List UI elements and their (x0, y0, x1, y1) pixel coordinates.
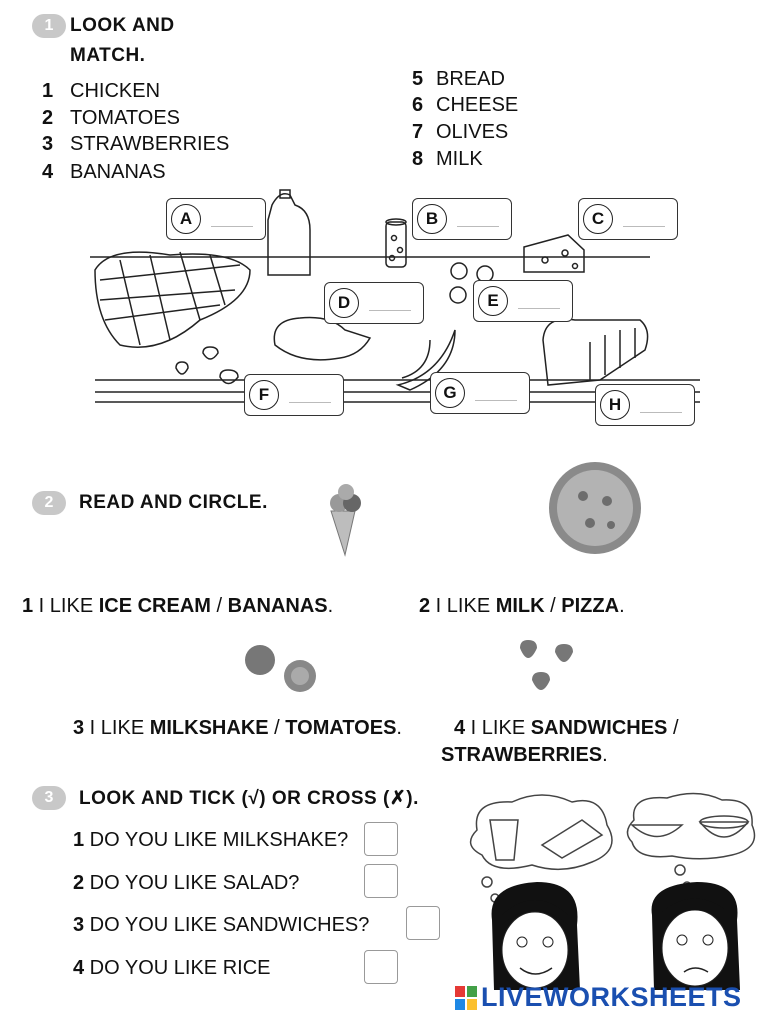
option-milk[interactable]: MILK (495, 595, 545, 617)
tick-box-1[interactable] (364, 822, 398, 856)
word-item: 5 BREAD (412, 68, 505, 90)
question-3: 3 DO YOU LIKE SANDWICHES? (73, 914, 370, 936)
word-item: 1 CHICKEN (42, 80, 161, 102)
sentence-1: 1 I LIKE ICE CREAM / BANANAS. (22, 595, 334, 617)
section-title: LOOK AND TICK (√) OR CROSS (✗). (79, 788, 419, 809)
strawberries-image (515, 638, 580, 703)
option-sandwiches[interactable]: SANDWICHES (530, 717, 668, 739)
tomatoes-image (240, 638, 320, 698)
question-1: 1 DO YOU LIKE MILKSHAKE? (73, 829, 349, 851)
question-2: 2 DO YOU LIKE SALAD? (73, 872, 300, 894)
option-ice-cream[interactable]: ICE CREAM (98, 595, 211, 617)
option-tomatoes[interactable]: TOMATOES (285, 717, 397, 739)
answer-box-g[interactable]: G (430, 372, 530, 414)
section-title: READ AND CIRCLE. (79, 492, 268, 513)
section-number-badge: 3 (32, 786, 66, 810)
word-item: 7 OLIVES (412, 121, 509, 143)
sentence-4-continued: STRAWBERRIES. (441, 744, 608, 766)
word-item: 2 TOMATOES (42, 107, 181, 129)
liveworksheets-logo (455, 984, 755, 1014)
tick-box-3[interactable] (406, 906, 440, 940)
option-strawberries[interactable]: STRAWBERRIES (441, 744, 603, 766)
option-pizza[interactable]: PIZZA (561, 595, 620, 617)
sentence-2: 2 I LIKE MILK / PIZZA. (419, 595, 625, 617)
answer-box-c[interactable]: C (578, 198, 678, 240)
tick-box-2[interactable] (364, 864, 398, 898)
option-milkshake[interactable]: MILKSHAKE (149, 717, 269, 739)
question-4: 4 DO YOU LIKE RICE (73, 957, 271, 979)
answer-box-e[interactable]: E (473, 280, 573, 322)
sentence-3: 3 I LIKE MILKSHAKE / TOMATOES. (73, 717, 402, 739)
option-bananas[interactable]: BANANAS (227, 595, 328, 617)
answer-box-f[interactable]: F (244, 374, 344, 416)
section-title: LOOK AND (70, 15, 175, 36)
word-item: 3 STRAWBERRIES (42, 133, 230, 155)
pizza-image (545, 461, 645, 556)
answer-box-d[interactable]: D (324, 282, 424, 324)
answer-box-h[interactable]: H (595, 384, 695, 426)
answer-box-a[interactable]: A (166, 198, 266, 240)
sentence-4: 4 I LIKE SANDWICHES / (454, 717, 679, 739)
word-item: 8 MILK (412, 148, 483, 170)
section-number-badge: 2 (32, 491, 66, 515)
logo-icon (455, 986, 477, 1010)
word-item: 4 BANANAS (42, 161, 166, 183)
ice-cream-image (325, 483, 365, 558)
word-item: 6 CHEESE (412, 94, 519, 116)
children-thinking-illustration (462, 790, 762, 990)
logo-text: LIVEWORKSHEETS (481, 982, 742, 1012)
answer-box-b[interactable]: B (412, 198, 512, 240)
section-number-badge: 1 (32, 14, 66, 38)
section-title-line2: MATCH. (70, 45, 146, 66)
tick-box-4[interactable] (364, 950, 398, 984)
